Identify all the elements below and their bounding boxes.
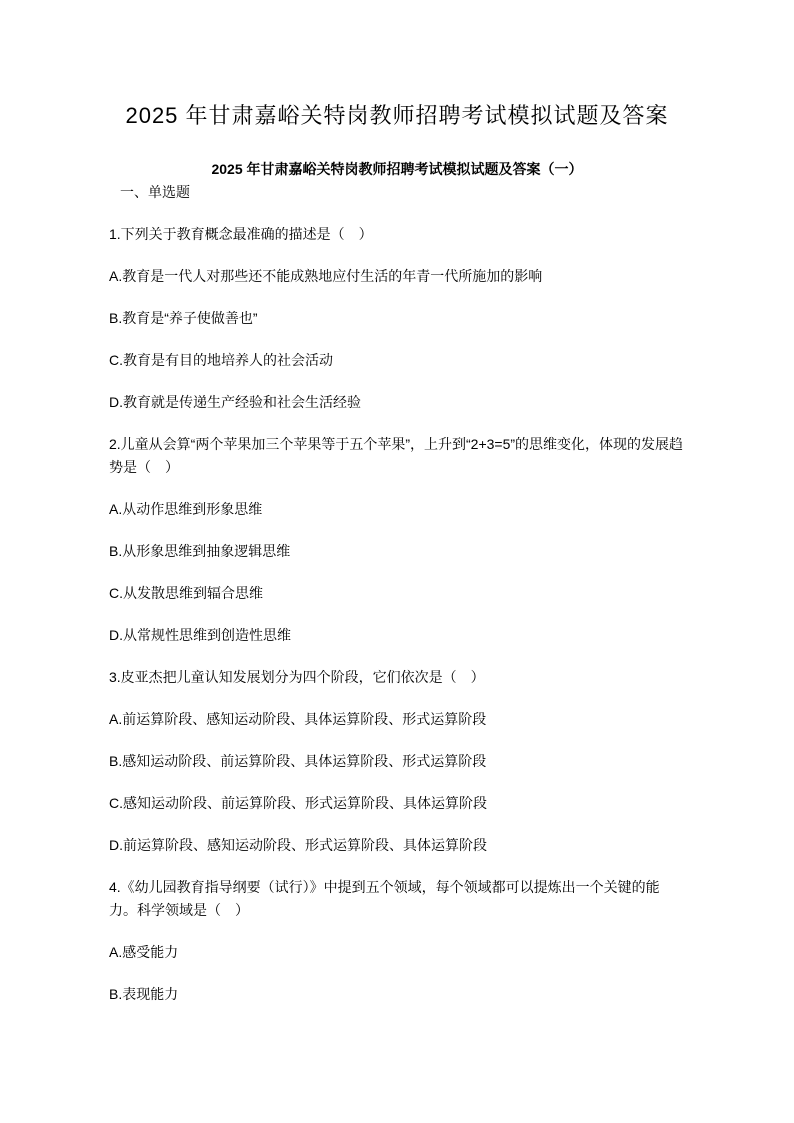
question-3-stem: 3.皮亚杰把儿童认知发展划分为四个阶段，它们依次是（ ） bbox=[109, 669, 485, 685]
question-1-option-c: C.教育是有目的地培养人的社会活动 bbox=[109, 352, 333, 368]
question-2-stem: 2.儿童从会算“两个苹果加三个苹果等于五个苹果”，上升到“2+3=5”的思维变化，体现的发展趋势是（ ） bbox=[109, 436, 684, 475]
question-3-option-a: A.前运算阶段、感知运动阶段、具体运算阶段、形式运算阶段 bbox=[109, 711, 487, 727]
question-3-option-c: C.感知运动阶段、前运算阶段、形式运算阶段、具体运算阶段 bbox=[109, 795, 487, 811]
section-heading: 一、单选题 bbox=[120, 184, 190, 200]
question-1-option-b: B.教育是“养子使做善也” bbox=[109, 310, 258, 326]
question-4-option-b: B.表现能力 bbox=[109, 986, 179, 1002]
question-3-option-b: B.感知运动阶段、前运算阶段、具体运算阶段、形式运算阶段 bbox=[109, 753, 487, 769]
question-4-stem: 4.《幼儿园教育指导纲要（试行）》中提到五个领域，每个领域都可以提炼出一个关键的能力。科学领域是（ ） bbox=[109, 879, 660, 918]
question-3-option-d: D.前运算阶段、感知运动阶段、形式运算阶段、具体运算阶段 bbox=[109, 837, 487, 853]
question-2-option-a: A.从动作思维到形象思维 bbox=[109, 501, 263, 517]
question-1-stem: 1.下列关于教育概念最准确的描述是（ ） bbox=[109, 226, 373, 242]
document-subtitle: 2025 年甘肃嘉峪关特岗教师招聘考试模拟试题及答案（一） bbox=[211, 161, 583, 177]
question-2-option-b: B.从形象思维到抽象逻辑思维 bbox=[109, 543, 291, 559]
question-1-option-d: D.教育就是传递生产经验和社会生活经验 bbox=[109, 394, 361, 410]
document-title: 2025 年甘肃嘉峪关特岗教师招聘考试模拟试题及答案 bbox=[125, 103, 669, 128]
question-2-option-c: C.从发散思维到辐合思维 bbox=[109, 585, 263, 601]
question-4-option-a: A.感受能力 bbox=[109, 944, 179, 960]
question-2-option-d: D.从常规性思维到创造性思维 bbox=[109, 627, 291, 643]
question-1-option-a: A.教育是一代人对那些还不能成熟地应付生活的年青一代所施加的影响 bbox=[109, 268, 543, 284]
